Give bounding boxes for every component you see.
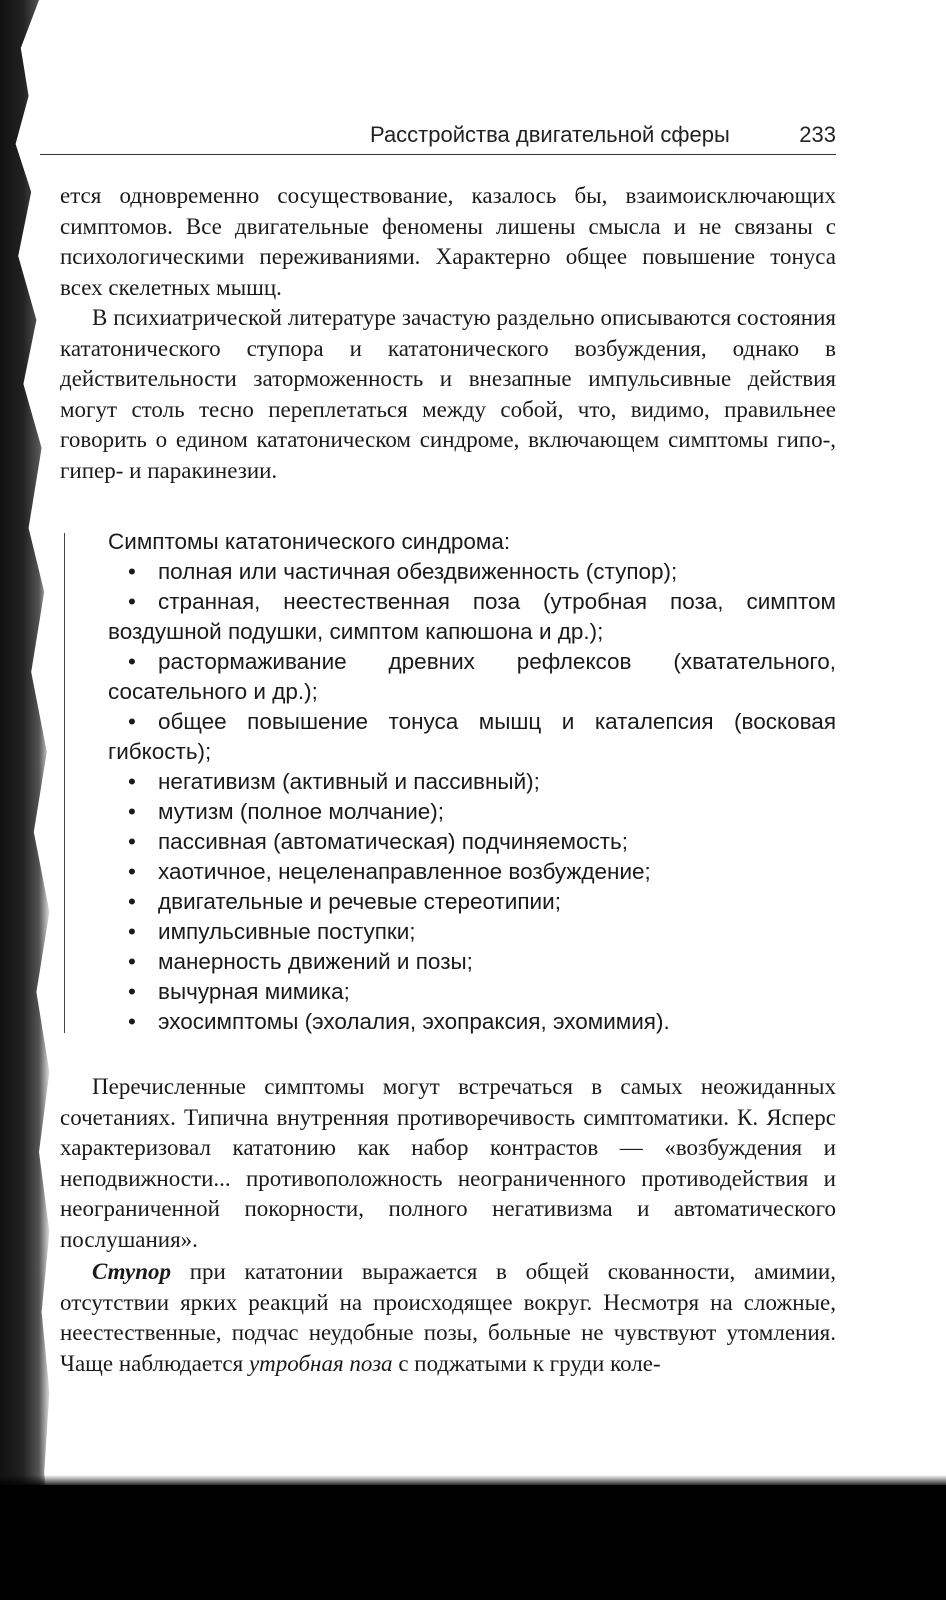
list-item (108, 557, 836, 587)
paragraph-4-text-a: при кататонии выражается в общей скованности, амимии, отсутствии ярких реакций на происходящее вокруг. Несмотря на сложные, неестественные, подчас неудобные позы, больные не чувствуют утомления. Чаще наблюдается (60, 1259, 836, 1376)
list-item (108, 647, 836, 707)
list-item-text: мутизм (полное молчание); (158, 799, 445, 824)
box-title: Симптомы кататонического синдрома: (108, 529, 511, 554)
list-item (108, 767, 836, 797)
bullet-icon: • (128, 559, 136, 584)
list-item (108, 707, 836, 767)
list-item-text: странная, неестественная поза (утробная поза, симптом воздушной подушки, симптом капюшона и др.); (108, 589, 836, 644)
bullet-icon: • (128, 649, 136, 674)
list-item (108, 977, 836, 1007)
list-item-text: полная или частичная обездвиженность (ступор); (158, 559, 678, 584)
symptom-list (108, 557, 836, 1037)
scan-shadow-left (0, 0, 52, 1600)
list-item-text: пассивная (автоматическая) подчиняемость; (158, 829, 629, 854)
paragraph-1: ется одновременно сосуществование, казалось бы, взаимоисключающих симптомов. Все двигательные феномены лишены смысла и не связаны с психологическими переживаниями. Характерно общее повышение тонуса всех скелетных мышц. (60, 183, 836, 300)
list-item (108, 917, 836, 947)
paragraph-4 (60, 1257, 836, 1379)
bullet-icon: • (128, 889, 136, 914)
list-item (108, 947, 836, 977)
symptoms-box (64, 525, 836, 1035)
list-item-text: общее повышение тонуса мышц и каталепсия (восковая гибкость); (108, 709, 836, 764)
header-rule (40, 154, 836, 155)
bullet-icon: • (128, 829, 136, 854)
bullet-icon: • (128, 589, 136, 614)
list-item-text: хаотичное, нецеленаправленное возбуждение; (158, 859, 651, 884)
bullet-icon: • (128, 859, 136, 884)
running-title: Расстройства двигательной сферы (370, 122, 730, 147)
list-item (108, 797, 836, 827)
bullet-icon: • (128, 1009, 136, 1034)
term-stupor: Ступор (92, 1259, 171, 1284)
list-item-text: негативизм (активный и пассивный); (158, 769, 540, 794)
page-number: 233 (799, 122, 836, 147)
bullet-icon: • (128, 919, 136, 944)
bullet-icon: • (128, 709, 136, 734)
term-fetal-pose: утробная поза (248, 1350, 393, 1376)
running-header (370, 122, 836, 148)
list-item-text: импульсивные поступки; (158, 919, 416, 944)
paragraph-4-text-b: с поджатыми к груди коле- (392, 1350, 661, 1376)
list-item-text: вычурная мимика; (158, 979, 350, 1004)
bullet-icon: • (128, 949, 136, 974)
box-side-rule (64, 533, 65, 1033)
list-item-text: манерность движений и позы; (158, 949, 473, 974)
list-item-text: растормаживание древних рефлексов (хватательного, сосательного и др.); (108, 649, 836, 704)
list-item (108, 827, 836, 857)
list-item-text: двигательные и речевые стереотипии; (158, 889, 561, 914)
list-item (108, 887, 836, 917)
scan-shadow-bottom (0, 1485, 946, 1600)
paragraph-3: Перечисленные симптомы могут встречаться в самых неожиданных сочетаниях. Типична внутренняя противоречивость симптоматики. К. Ясперс характеризовал кататонию как набор контрастов — «возбуждения и неподвижности... противоположность неограниченного противодействия и неограниченной покорности, полного негативизма и автоматического послушания». (60, 1074, 836, 1252)
list-item (108, 1007, 836, 1037)
bullet-icon: • (128, 979, 136, 1004)
list-item-text: эхосимптомы (эхолалия, эхопраксия, эхомимия). (158, 1009, 670, 1034)
list-item (108, 857, 836, 887)
list-item (108, 587, 836, 647)
bullet-icon: • (128, 799, 136, 824)
paragraph-2: В психиатрической литературе зачастую раздельно описываются состояния кататонического ступора и кататонического возбуждения, однако в действительности заторможенность и внезапные импульсивные действия могут столь тесно переплетаться между собой, что, видимо, правильнее говорить о едином кататоническом синдроме, включающем симптомы гипо-, гипер- и паракинезии. (60, 305, 836, 483)
bullet-icon: • (128, 769, 136, 794)
